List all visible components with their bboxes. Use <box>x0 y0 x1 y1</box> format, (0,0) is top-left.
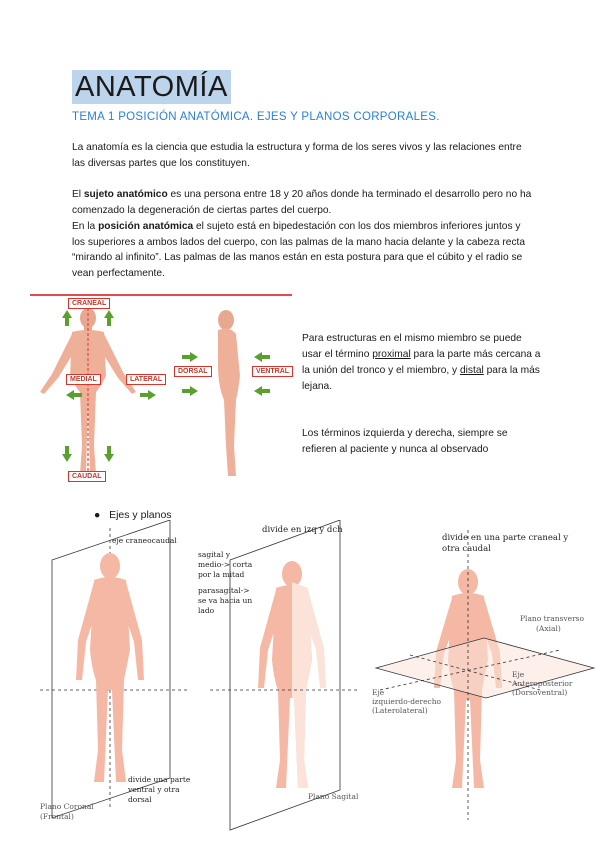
frontal-plane-diagram <box>40 520 190 818</box>
note-ventral-dorsal-1: divide una parte <box>128 775 191 784</box>
note-ventral-dorsal-2: ventral y otra <box>128 785 180 794</box>
label-eje-ap-1: Eje <box>512 670 525 679</box>
left-right-text: Los términos izquierda y derecha, siempre se refieren al paciente y nunca al observado <box>302 428 508 455</box>
label-eje-ap-2: Anteroposterior <box>512 679 573 688</box>
page-title: ANATOMÍA <box>72 70 231 104</box>
label-craneal: CRANEAL <box>68 298 110 309</box>
label-axial: (Axial) <box>536 624 561 633</box>
anatomy-illustration <box>30 296 300 486</box>
note-eje-craneocaudal: eje craneocaudal <box>112 536 177 545</box>
term-proximal: proximal <box>372 349 411 360</box>
anatomical-position-figure <box>30 296 300 486</box>
proximal-distal-text: Para estructuras en el mismo miembro se puede usar el término proximal para la parte más cercana a la unión del tronco y el miembro, y distal para la más lejana. <box>302 333 541 392</box>
label-eje-lr-1: Eje <box>372 688 385 697</box>
page-subtitle: TEMA 1 POSICIÓN ANATÓMICA. EJES Y PLANOS CORPORALES. <box>72 111 440 123</box>
note-parasagital-1: parasagital-> <box>198 586 250 595</box>
term-posicion-anatomica: posición anatómica <box>98 221 194 232</box>
label-plano-coronal: Plano Coronal <box>40 802 94 811</box>
label-frontal: (Frontal) <box>40 812 74 821</box>
side-body-figure <box>218 310 240 476</box>
intro-paragraph-3: En la posición anatómica el sujeto está en bipedestación con los dos miembros inferiores juntos y los superiores a ambos lados del cuerpo, con las palmas de la mano hacia delante y la cabeza recta “mirando al infinito”. Las palmas de las manos están en esta postura para que el cúbito y el radio se vean perfectamente. <box>72 221 526 279</box>
label-plano-transverso: Plano transverso <box>520 614 585 623</box>
intro-paragraph-1: La anatomía es la ciencia que estudia la estructura y forma de los seres vivos y las relaciones entre las diversas partes que los constituyen. <box>72 142 522 169</box>
note-sagital-1: sagital y <box>198 550 231 559</box>
note-ventral-dorsal-3: dorsal <box>128 795 152 804</box>
label-dorsal: DORSAL <box>174 366 212 377</box>
body-planes-figures <box>30 520 600 840</box>
note-parasagital-3: lado <box>198 606 215 615</box>
intro-paragraph-2: El sujeto anatómico es una persona entre 18 y 20 años donde ha terminado el desarrollo pero no ha comenzado la degeneración de ciertas partes del cuerpo. <box>72 189 532 216</box>
transverse-plane-diagram <box>376 530 594 820</box>
label-eje-lr-2: izquierdo-derecho <box>372 697 442 706</box>
note-izq-dch: divide en izq y dch <box>262 525 343 535</box>
note-craneal-caudal-1: divide en una parte craneal y <box>442 533 569 543</box>
note-sagital-3: por la mitad <box>198 570 245 579</box>
label-plano-sagital: Plano Sagital <box>308 792 359 801</box>
bullet-dot: ● <box>94 509 110 521</box>
note-sagital-2: medio-> corta <box>198 560 253 569</box>
label-eje-lr-3: (Laterolateral) <box>372 706 428 715</box>
term-sujeto-anatomico: sujeto anatómico <box>83 189 168 200</box>
note-craneal-caudal-2: otra caudal <box>442 544 491 554</box>
front-body-figure <box>40 308 136 478</box>
term-distal: distal <box>459 365 484 376</box>
note-parasagital-2: se va hacia un <box>198 596 253 605</box>
label-caudal: CAUDAL <box>68 471 106 482</box>
bullet-text: Ejes y planos <box>109 509 172 521</box>
label-medial: MEDIAL <box>66 374 101 385</box>
label-ventral: VENTRAL <box>252 366 293 377</box>
label-lateral: LATERAL <box>126 374 166 385</box>
label-eje-ap-3: (Dorsoventral) <box>512 688 568 697</box>
